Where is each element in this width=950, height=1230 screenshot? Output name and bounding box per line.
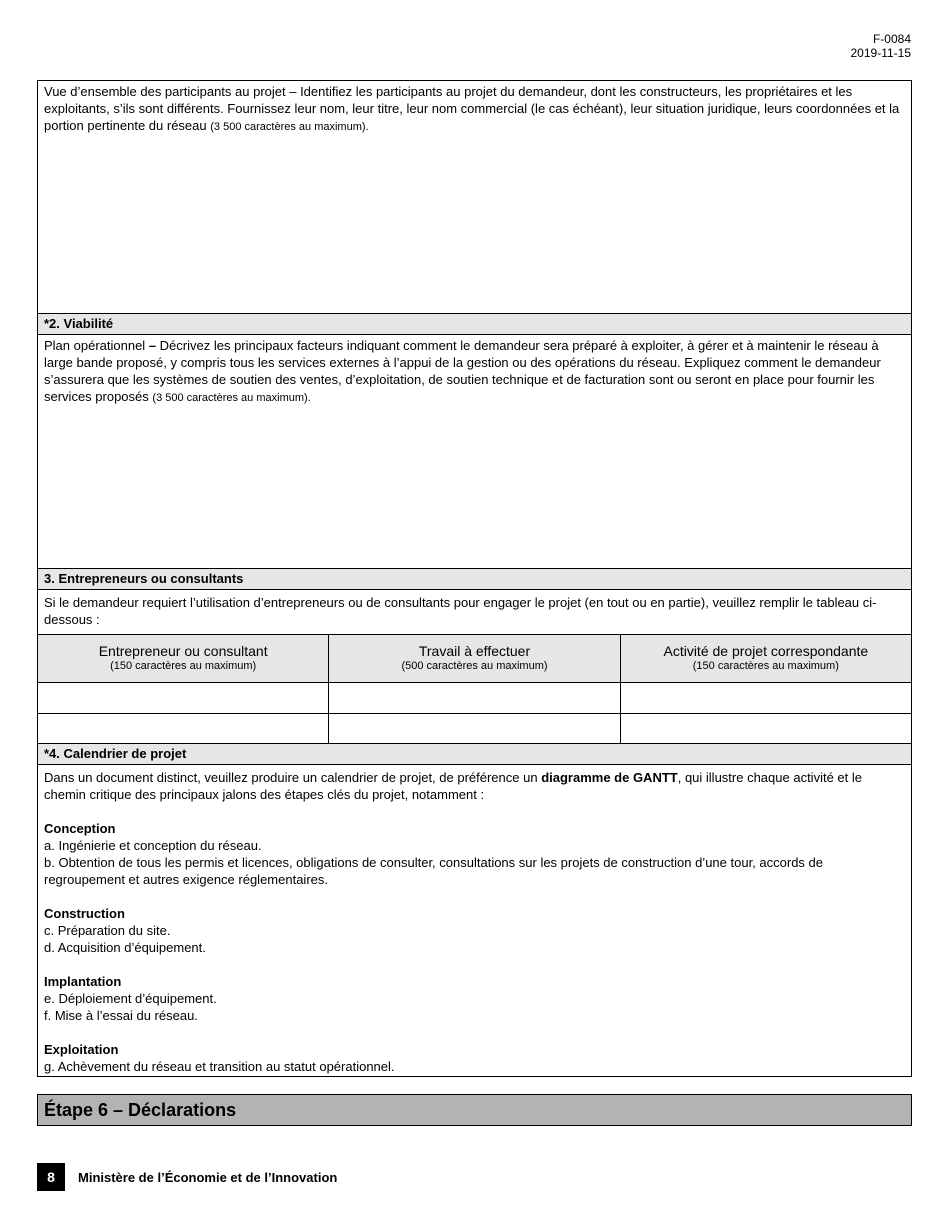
operational-plan-dash: – <box>145 338 160 353</box>
section-schedule-heading: *4. Calendrier de projet <box>37 743 912 765</box>
form-number: F-0084 <box>872 32 911 46</box>
participants-limit: (3 500 caractères au maximum). <box>210 121 369 133</box>
section-viability-heading: *2. Viabilité <box>37 313 912 335</box>
operational-plan-limit: (3 500 caractères au maximum). <box>152 392 311 404</box>
column-header-work: Travail à effectuer (500 caractères au maximum) <box>329 635 620 683</box>
form-date: 2019-11-15 <box>850 46 911 60</box>
column-limit: (500 caractères au maximum) <box>401 660 548 672</box>
phase-title: Conception <box>44 821 116 836</box>
stage-6-heading: Étape 6 – Déclarations <box>37 1094 912 1126</box>
operational-plan-textarea[interactable] <box>37 334 912 569</box>
phase-title: Exploitation <box>44 1042 119 1057</box>
list-item: b. Obtention de tous les permis et licences, obligations de consulter, consultations sur les projets de construction d’une tour, accords de regroupement et autres exigence réglementaires. <box>44 855 823 887</box>
column-limit: (150 caractères au maximum) <box>110 660 257 672</box>
column-header-activity: Activité de projet correspondante (150 caractères au maximum) <box>620 635 911 683</box>
schedule-instructions <box>37 764 912 1077</box>
table-row <box>38 683 912 714</box>
table-row <box>38 714 912 745</box>
column-header-contractor: Entrepreneur ou consultant (150 caractères au maximum) <box>38 635 329 683</box>
activity-cell-input[interactable] <box>620 683 911 714</box>
contractor-cell-input[interactable] <box>38 683 329 714</box>
contractors-table-header <box>38 635 912 683</box>
participants-instructions: Vue d’ensemble des participants au projet – Identifiez les participants au projet du demandeur, dont les constructeurs, les propriétaires et les exploitants, s’ils sont différents. Fournissez leur nom, leur titre, leur nom commercial (le cas échéant), leur situation juridique, leurs coordonnées et la portion pertinente du réseau <box>44 84 900 133</box>
page-number: 8 <box>37 1163 65 1191</box>
operational-plan-label: Plan opérationnel <box>44 338 146 353</box>
participants-textarea[interactable] <box>37 80 912 314</box>
schedule-intro: Dans un document distinct, veuillez produire un calendrier de projet, de préférence un diagramme de GANTT, qui illustre chaque activité et le chemin critique des principaux jalons des étapes clés du projet, notamment : <box>44 770 862 802</box>
gantt-emphasis: diagramme de GANTT <box>541 770 678 785</box>
list-item: e. Déploiement d’équipement. <box>44 991 217 1006</box>
contractors-intro <box>37 589 912 635</box>
list-item: d. Acquisition d’équipement. <box>44 940 206 955</box>
column-limit: (150 caractères au maximum) <box>692 660 839 672</box>
contractors-intro-text: Si le demandeur requiert l’utilisation d’entrepreneurs ou de consultants pour engager le projet (en tout ou en partie), veuillez remplir le tableau ci-dessous : <box>44 595 877 627</box>
work-cell-input[interactable] <box>329 683 620 714</box>
section-contractors-heading: 3. Entrepreneurs ou consultants <box>37 568 912 590</box>
operational-plan-instructions: Décrivez les principaux facteurs indiquant comment le demandeur sera préparé à exploiter, à gérer et à maintenir le réseau à large bande proposé, y compris tous les services externes à l’appui de la gestion ou des opérations du réseau. Expliquez comment le demandeur s’assurera que les systèmes de soutien des ventes, d’exploitation, de soutien technique et de facturation sont ou seront en place pour fournir les services proposés <box>44 338 881 404</box>
contractor-cell-input[interactable] <box>38 714 329 745</box>
phase-title: Implantation <box>44 974 122 989</box>
phase-title: Construction <box>44 906 125 921</box>
list-item: c. Préparation du site. <box>44 923 171 938</box>
list-item: a. Ingénierie et conception du réseau. <box>44 838 262 853</box>
list-item: g. Achèvement du réseau et transition au statut opérationnel. <box>44 1059 395 1074</box>
contractors-table <box>37 634 912 745</box>
list-item: f. Mise à l’essai du réseau. <box>44 1008 198 1023</box>
form-code <box>851 32 912 60</box>
ministry-name: Ministère de l’Économie et de l’Innovation <box>78 1170 338 1185</box>
work-cell-input[interactable] <box>329 714 620 745</box>
activity-cell-input[interactable] <box>620 714 911 745</box>
